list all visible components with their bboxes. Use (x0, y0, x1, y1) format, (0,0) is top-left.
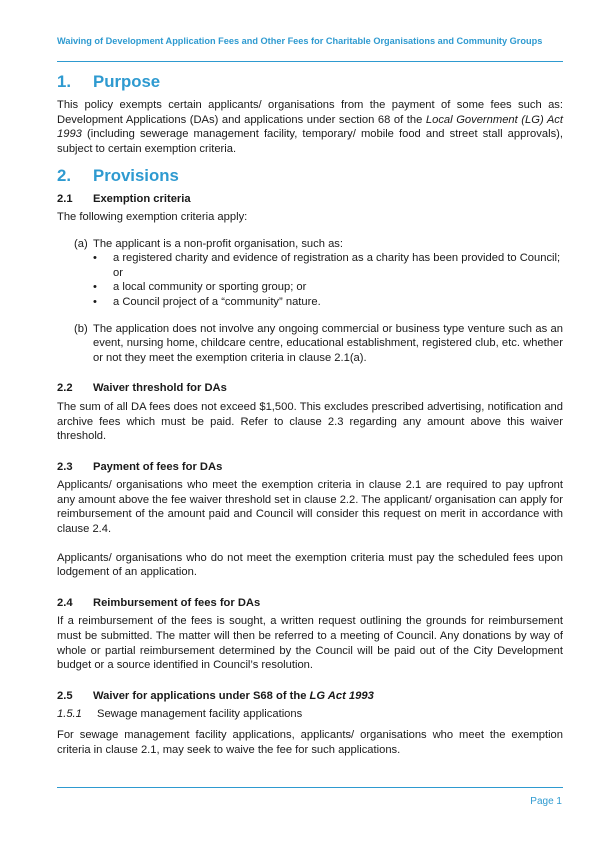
page-number: Page 1 (530, 796, 562, 807)
reimbursement-paragraph: If a reimbursement of the fees is sought, a written request outlining the grounds for reimbursement must be submitted. The matter will then be referred to a meeting of Council. Any donations by way of whole or partial reimbursement determined by the Council will be paid out of the City Development budget or a source identified in Council’s resolution. (57, 615, 563, 672)
section-heading-purpose (57, 68, 563, 96)
list-item: • a registered charity and evidence of registration as a charity has been provided to Council; or (93, 252, 561, 279)
header-divider (57, 61, 563, 62)
waiver-threshold-paragraph: The sum of all DA fees does not exceed $1,500. This excludes prescribed advertising, notification and archive fees which must be paid. Refer to clause 2.3 regarding any amount above this waiver threshold. (57, 400, 563, 443)
section-heading-provisions (57, 162, 563, 190)
subsection-heading-2-4: 2.4 Reimbursement of fees for DAs (57, 596, 261, 609)
document-body (57, 68, 563, 757)
footer-divider (57, 787, 563, 788)
criteria-bullet-list (57, 251, 563, 309)
payment-paragraph-1: Applicants/ organisations who meet the exemption criteria in clause 2.1 are required to pay upfront any amount above the fee waiver threshold set in clause 2.2. The applicant/ organisation can apply for reimbursement of the amount paid and Council will consider this request on merit in accordance with clause 2.4. (57, 479, 563, 536)
section-title: Purpose (93, 71, 161, 91)
section-title: Provisions (93, 166, 179, 186)
section-number: 2. (57, 166, 71, 186)
list-item: • a local community or sporting group; or (93, 281, 307, 294)
subsection-heading-2-2: 2.2 Waiver threshold for DAs (57, 382, 227, 395)
criteria-item-b: (b) The application does not involve any ongoing commercial or business type venture such as an event, nursing home, childcare centre, educational establishment, registered club, etc. whether or not they meet the exemption criteria in clause 2.1(a). (74, 322, 563, 364)
section-number: 1. (57, 71, 71, 91)
list-item: • a Council project of a “community” nature. (93, 295, 321, 308)
criteria-item-a: (a) The applicant is a non-profit organisation, such as: (74, 237, 343, 250)
sub-subsection-heading: 1.5.1 Sewage management facility applications (57, 708, 303, 721)
subsection-heading-2-1: 2.1 Exemption criteria (57, 193, 191, 206)
purpose-paragraph: This policy exempts certain applicants/ organisations from the payment of some fees such as: Development Applications (DAs) and applications under section 68 of the Local Government (LG) Act 1993 (including sewerage management facility, temporary/ mobile food and street stall approvals), subject to certain exemption criteria. (57, 99, 563, 155)
subsection-heading-2-3: 2.3 Payment of fees for DAs (57, 460, 223, 473)
exemption-intro: The following exemption criteria apply: (57, 210, 248, 223)
payment-paragraph-2: Applicants/ organisations who do not meet the exemption criteria must pay the scheduled fees upon lodgement of an application. (57, 551, 563, 579)
subsection-heading-2-5: 2.5 Waiver for applications under S68 of the LG Act 1993 (57, 689, 374, 702)
running-header: Waiving of Development Application Fees and Other Fees for Charitable Organisations and Community Groups (57, 36, 543, 46)
sewage-paragraph: For sewage management facility applications, applicants/ organisations who meet the exemption criteria in clause 2.1, may seek to waive the fee for such applications. (57, 729, 563, 756)
